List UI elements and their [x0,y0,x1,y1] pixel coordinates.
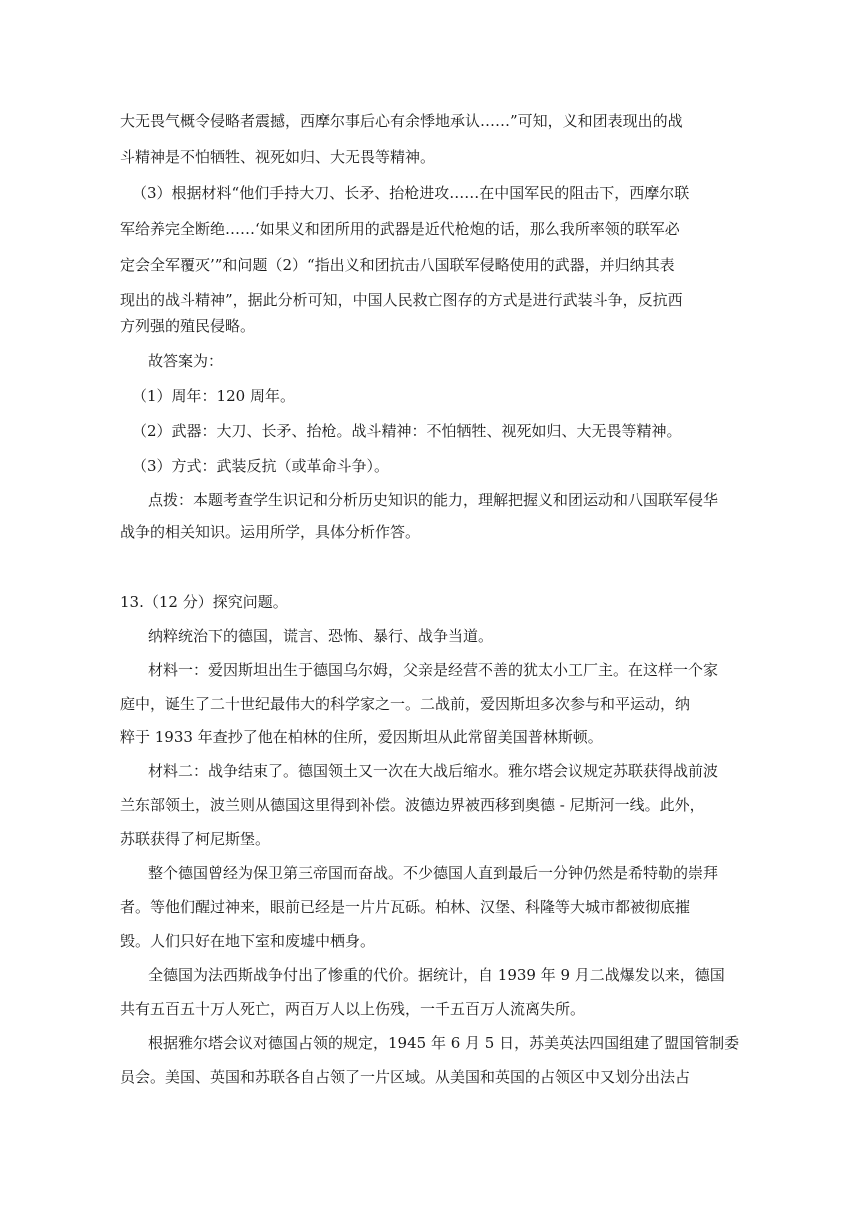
paragraph-line: 全德国为法西斯战争付出了惨重的代价。据统计，自 1939 年 9 月二战爆发以来，德国 [148,966,725,984]
paragraph-line: 整个德国曾经为保卫第三帝国而奋战。不少德国人直到最后一分钟仍然是希特勒的崇拜 [148,864,719,882]
answer-line: （3）方式：武装反抗（或革命斗争）。 [132,457,390,475]
material2-line: 苏联获得了柯尼斯堡。 [120,830,271,848]
tip-line: 战争的相关知识。运用所学，具体分析作答。 [120,523,421,541]
answer-line: （2）武器：大刀、长矛、抬枪。战斗精神：不怕牺牲、视死如归、大无畏等精神。 [132,422,682,440]
material2-line: 材料二：战争结束了。德国领土又一次在大战后缩水。雅尔塔会议规定苏联获得战前波 [148,762,719,780]
part3-analysis-line: 军给养完全断绝……‘如果义和团所用的武器是近代枪炮的话，那么我所率领的联军必 [120,220,680,238]
question-header: 13.（12 分）探究问题。 [120,593,288,611]
material1-line: 粹于 1933 年查抄了他在柏林的住所，爱因斯坦从此常留美国普林斯顿。 [120,728,603,746]
paragraph-line: 毁。人们只好在地下室和废墟中栖身。 [120,932,376,950]
paragraph-line: 根据雅尔塔会议对德国占领的规定，1945 年 6 月 5 日，苏美英法四国组建了盟国管制委 [148,1034,740,1052]
material1-line: 庭中，诞生了二十世纪最伟大的科学家之一。二战前，爱因斯坦多次参与和平运动，纳 [120,695,691,713]
answer-heading: 故答案为： [148,352,224,370]
part3-analysis-line: 方列强的殖民侵略。 [120,317,256,335]
part3-analysis-line: 定会全军覆灭’”和问题（2）“指出义和团抗击八国联军侵略使用的武器，并归纳其表 [120,256,675,274]
part3-analysis-line: 现出的战斗精神”，据此分析可知，中国人民救亡图存的方式是进行武装斗争，反抗西 [120,291,683,309]
paragraph-line: 员会。美国、英国和苏联各自占领了一片区域。从美国和英国的占领区中又划分出法占 [120,1068,691,1086]
paragraph-line: 共有五百五十万人死亡，两百万人以上伤残，一千五百万人流离失所。 [120,1000,586,1018]
part3-analysis-line: （3）根据材料“他们手持大刀、长矛、抬枪进攻……在中国军民的阻击下，西摩尔联 [132,184,690,202]
paragraph-line: 者。等他们醒过神来，眼前已经是一片片瓦砾。柏林、汉堡、科隆等大城市都被彻底摧 [120,898,691,916]
tip-line: 点拨：本题考查学生识记和分析历史知识的能力，理解把握义和团运动和八国联军侵华 [148,491,719,509]
prev-answer-line: 斗精神是不怕牺牲、视死如归、大无畏等精神。 [120,148,436,166]
material2-line: 兰东部领土，波兰则从德国这里得到补偿。波德边界被西移到奥德 - 尼斯河一线。此外， [120,796,705,814]
prev-answer-line: 大无畏气概令侵略者震撼，西摩尔事后心有余悸地承认……”可知，义和团表现出的战 [120,112,683,130]
answer-line: （1）周年：120 周年。 [132,387,295,405]
material1-line: 材料一：爱因斯坦出生于德国乌尔姆，父亲是经营不善的犹太小工厂主。在这样一个家 [148,661,719,679]
question-intro: 纳粹统治下的德国，谎言、恐怖、暴行、战争当道。 [148,627,494,645]
